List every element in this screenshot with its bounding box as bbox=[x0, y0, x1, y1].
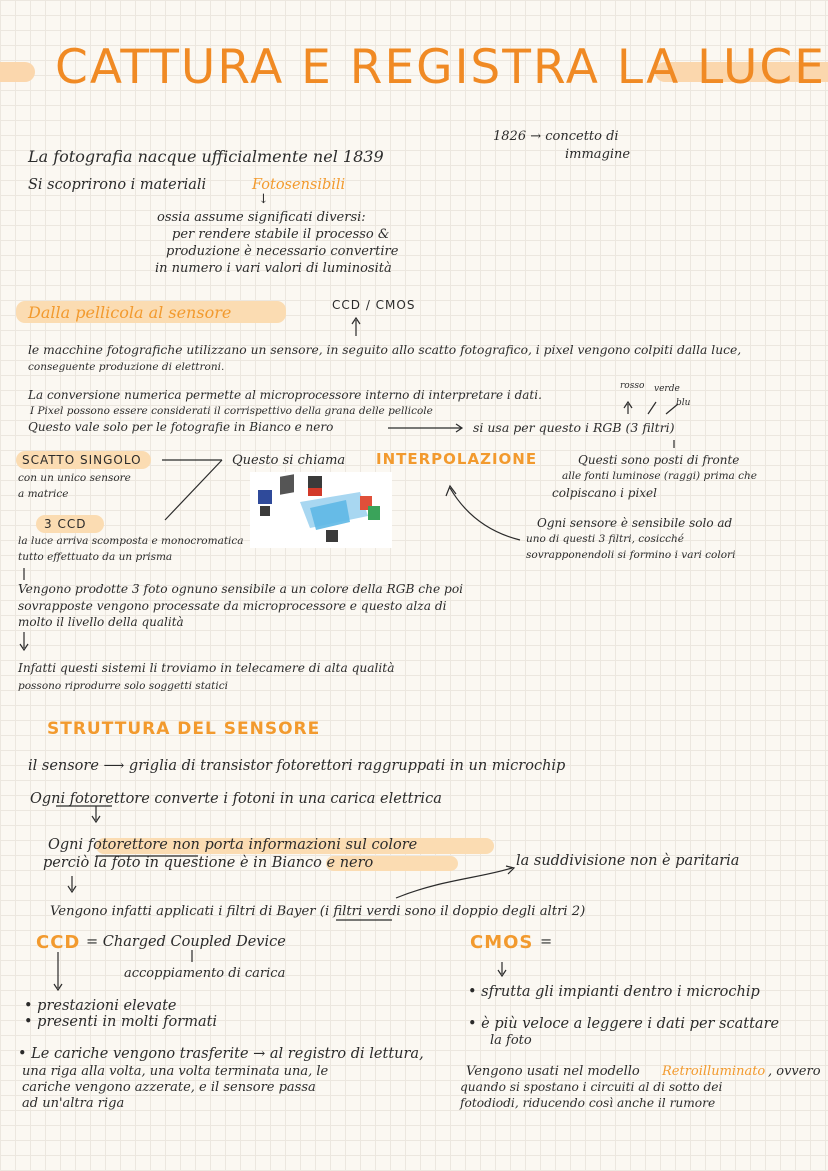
filtri-1: Questi sono posti di fronte bbox=[578, 453, 740, 467]
prod-3: molto il livello della qualità bbox=[18, 615, 184, 629]
ccd-title: CCD bbox=[36, 932, 81, 953]
s1-p1-line2: conseguente produzione di elettroni. bbox=[28, 361, 225, 373]
cmos-b3-1: Vengono usati nel modello bbox=[466, 1064, 640, 1079]
ccd-b3-2: una riga alla volta, una volta terminata una, le bbox=[22, 1064, 329, 1079]
rgb-verde: verde bbox=[654, 384, 680, 394]
fotosensibili-highlight: Fotosensibili bbox=[252, 177, 346, 193]
ccd-b3-1: • Le cariche vengono trasferite → al registro di lettura, bbox=[18, 1046, 424, 1062]
intro-expl-1: ossia assume significati diversi: bbox=[157, 210, 366, 225]
prod-1: Vengono prodotte 3 foto ognuno sensibile a un colore della RGB che poi bbox=[18, 582, 464, 596]
intro-expl-4: in numero i vari valori di luminosità bbox=[155, 261, 392, 276]
infatti-1: Infatti questi sistemi li troviamo in telecamere di alta qualità bbox=[18, 661, 395, 675]
sensore-2: uno di questi 3 filtri, cosicché bbox=[526, 533, 684, 545]
cmos-b3-3: quando si spostano i circuiti al di sotto dei bbox=[460, 1080, 723, 1094]
sensore-1: Ogni sensore è sensibile solo ad bbox=[537, 516, 733, 530]
s1-p1-line1: le macchine fotografiche utilizzano un sensore, in seguito allo scatto fotografico, i pixel vengono colpiti dalla luce, bbox=[28, 343, 742, 357]
ccd3-desc-2: tutto effettuato da un prisma bbox=[18, 551, 173, 563]
prod-2: sovrapposte vengono processate da microprocessore e questo alza di bbox=[18, 599, 447, 613]
intro-line-2-prefix: Si scoprirono i materiali bbox=[28, 177, 207, 193]
s1-p2-line3: Questo vale solo per le fotografie in Bianco e nero bbox=[28, 420, 334, 434]
filtri-3: colpiscano i pixel bbox=[552, 486, 657, 500]
s2-line2: Ogni fotorettore converte i fotoni in una carica elettrica bbox=[30, 791, 442, 807]
ccd-sub: accoppiamento di carica bbox=[124, 966, 286, 981]
rgb-rosso: rosso bbox=[620, 381, 645, 391]
intro-line-1: La fotografia nacque ufficialmente nel 1839 bbox=[28, 147, 384, 166]
cmos-b1: • sfrutta gli impianti dentro i microchip bbox=[468, 984, 760, 1000]
cmos-b3-4: fotodiodi, riducendo così anche il rumore bbox=[460, 1096, 716, 1110]
scatto-desc-2: a matrice bbox=[18, 488, 69, 500]
side-note-2: immagine bbox=[565, 147, 631, 162]
ccd-b3-4: ad un'altra riga bbox=[22, 1096, 125, 1111]
side-note-1: 1826 → concetto di bbox=[493, 129, 619, 144]
s2-line1: il sensore ⟶ griglia di transistor fotorettori raggruppati in un microchip bbox=[28, 758, 566, 774]
s2-line3b: perciò la foto in questione è in Bianco e nero bbox=[43, 855, 374, 871]
interp-prefix: Questo si chiama bbox=[232, 453, 346, 468]
interpolazione-label: INTERPOLAZIONE bbox=[376, 450, 538, 468]
s2-line3a: Ogni fotorettore non porta informazioni sul colore bbox=[48, 837, 418, 853]
bayer-line: Vengono infatti applicati i filtri di Bayer (i filtri verdi sono il doppio degli altri 2) bbox=[50, 904, 586, 919]
ccd-b3-3: cariche vengono azzerate, e il sensore passa bbox=[22, 1080, 316, 1095]
scatto-desc-1: con un unico sensore bbox=[18, 472, 131, 484]
cmos-title: CMOS bbox=[470, 932, 534, 953]
cmos-b3-2: , ovvero bbox=[768, 1064, 821, 1079]
cmos-eq: = bbox=[540, 934, 553, 950]
retroilluminato-highlight: Retroilluminato bbox=[662, 1064, 766, 1079]
rgb-line: si usa per questo i RGB (3 filtri) bbox=[473, 420, 675, 435]
suddivisione-note: la suddivisione non è paritaria bbox=[516, 853, 740, 869]
ccd-b1: • prestazioni elevate bbox=[24, 998, 177, 1014]
s1-p2-line2: I Pixel possono essere considerati il corrispettivo della grana delle pellicole bbox=[30, 405, 433, 417]
intro-expl-2: per rendere stabile il processo & bbox=[172, 227, 390, 242]
page-title: CATTURA E REGISTRA LA LUCE bbox=[55, 40, 826, 95]
filtri-2: alle fonti luminose (raggi) prima che bbox=[562, 470, 757, 482]
s1-p2-line1: La conversione numerica permette al microprocessore interno di interpretare i dati. bbox=[28, 388, 542, 402]
sensore-3: sovrapponendoli si formino i vari colori bbox=[526, 549, 736, 561]
ccd-b2: • presenti in molti formati bbox=[24, 1014, 218, 1030]
ccd-cmos-label: CCD / CMOS bbox=[332, 298, 416, 312]
intro-expl-3: produzione è necessario convertire bbox=[166, 244, 399, 259]
ccd3-label: 3 CCD bbox=[44, 517, 87, 531]
ccd-def: = Charged Coupled Device bbox=[86, 934, 286, 950]
ccd3-desc-1: la luce arriva scomposta e monocromatica bbox=[18, 535, 244, 547]
scatto-singolo-label: SCATTO SINGOLO bbox=[22, 453, 142, 467]
rgb-blu: blu bbox=[676, 398, 691, 408]
infatti-2: possono riprodurre solo soggetti statici bbox=[18, 680, 228, 692]
cmos-b2-1: • è più veloce a leggere i dati per scattare bbox=[468, 1016, 780, 1032]
cmos-b2-2: la foto bbox=[490, 1033, 532, 1048]
intro-arrow: ↓ bbox=[258, 192, 269, 207]
section1-heading: Dalla pellicola al sensore bbox=[28, 303, 232, 322]
section2-heading: STRUTTURA DEL SENSORE bbox=[47, 719, 321, 739]
